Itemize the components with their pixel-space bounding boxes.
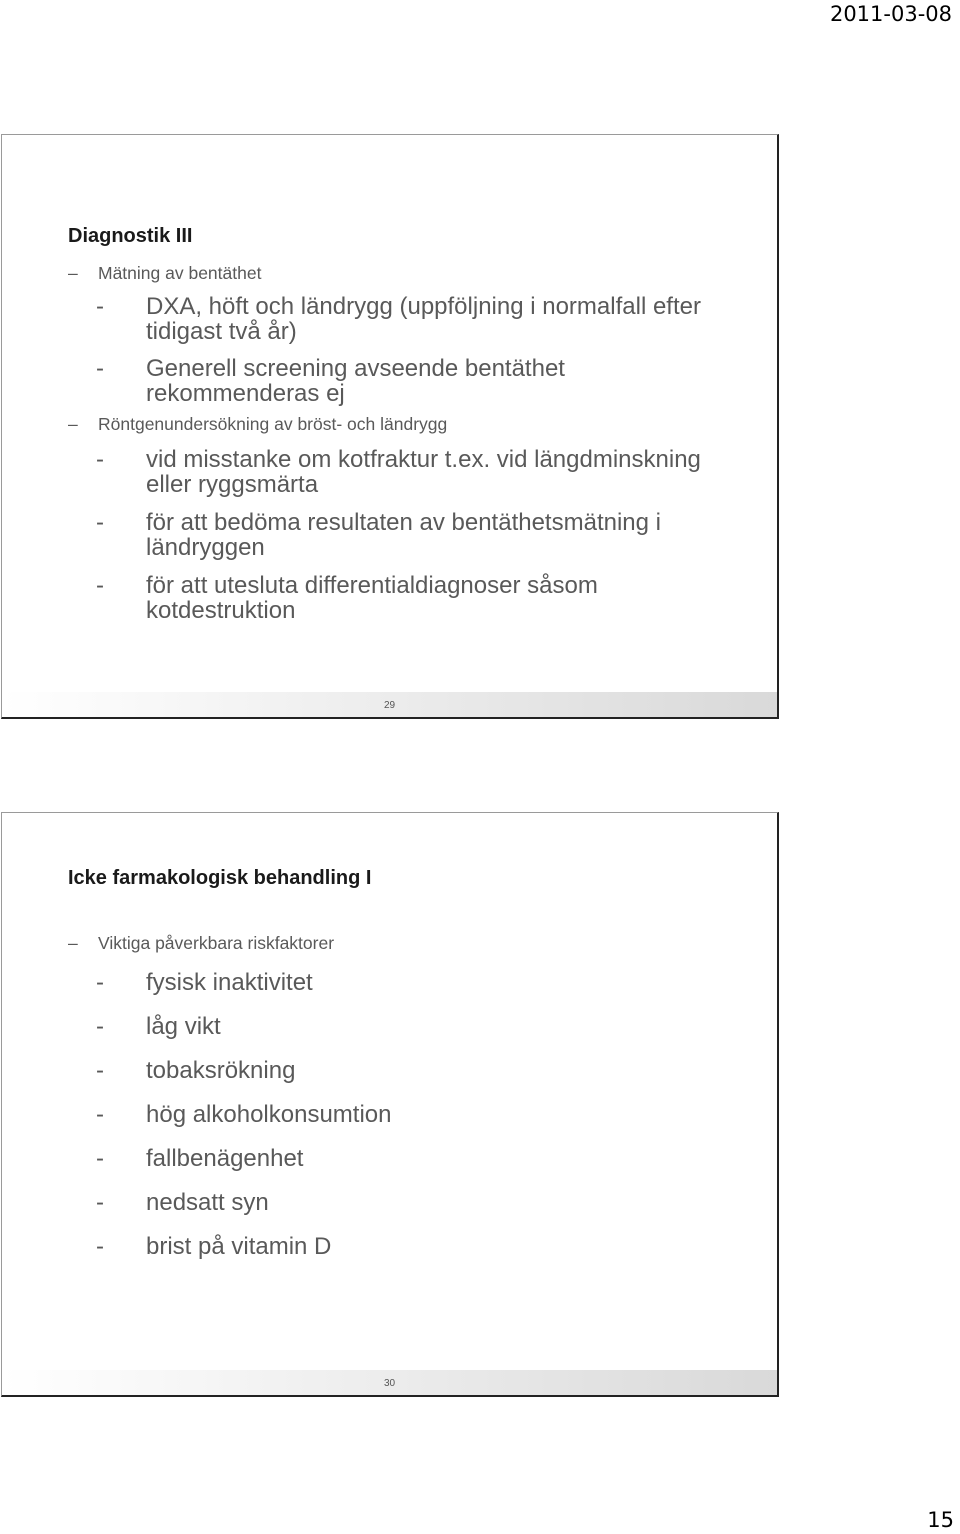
slide-content xyxy=(68,933,737,1259)
slide-number: 30 xyxy=(383,1378,396,1389)
slide-29 xyxy=(1,134,779,719)
slide-30 xyxy=(1,812,779,1397)
page-date: 2011-03-08 xyxy=(829,2,952,26)
list-item: - hög alkoholkonsumtion xyxy=(96,1101,392,1128)
slide-number: 29 xyxy=(383,700,396,711)
hyphen-bullet: - xyxy=(96,446,104,473)
hyphen-bullet: - xyxy=(96,1145,104,1172)
dash-bullet: – xyxy=(68,263,78,283)
list-item: - nedsatt syn xyxy=(96,1189,269,1216)
hyphen-bullet: - xyxy=(96,1013,104,1040)
page-number: 15 xyxy=(927,1508,954,1532)
list-item: - låg vikt xyxy=(96,1013,221,1040)
list-item: - tobaksrökning xyxy=(96,1057,296,1084)
list-item: - brist på vitamin D xyxy=(96,1233,332,1260)
list-item: - för att utesluta differentialdiagnoser såsom kotdestruktion xyxy=(96,572,598,624)
slide-title: Icke farmakologisk behandling I xyxy=(68,867,372,889)
hyphen-bullet: - xyxy=(96,1189,104,1216)
list-item: - fysisk inaktivitet xyxy=(96,969,313,996)
dash-bullet: – xyxy=(68,933,78,953)
list-item: - Generell screening avseende bentäthet rekommenderas ej xyxy=(96,355,565,407)
hyphen-bullet: - xyxy=(96,1233,104,1260)
section-heading: – Mätning av bentäthet xyxy=(68,263,262,283)
list-item: - fallbenägenhet xyxy=(96,1145,304,1172)
hyphen-bullet: - xyxy=(96,355,104,382)
dash-bullet: – xyxy=(68,414,78,434)
list-item: - för att bedöma resultaten av bentäthetsmätning i ländryggen xyxy=(96,509,661,561)
hyphen-bullet: - xyxy=(96,572,104,599)
hyphen-bullet: - xyxy=(96,1057,104,1084)
list-item: - vid misstanke om kotfraktur t.ex. vid längdminskning eller ryggsmärta xyxy=(96,446,701,498)
hyphen-bullet: - xyxy=(96,293,104,320)
section-heading: – Röntgenundersökning av bröst- och ländrygg xyxy=(68,414,448,434)
hyphen-bullet: - xyxy=(96,509,104,536)
slide-content xyxy=(68,263,737,623)
section-heading: – Viktiga påverkbara riskfaktorer xyxy=(68,933,335,953)
hyphen-bullet: - xyxy=(96,969,104,996)
slide-title: Diagnostik III xyxy=(68,225,193,247)
list-item: - DXA, höft och ländrygg (uppföljning i normalfall efter tidigast två år) xyxy=(96,293,701,345)
hyphen-bullet: - xyxy=(96,1101,104,1128)
